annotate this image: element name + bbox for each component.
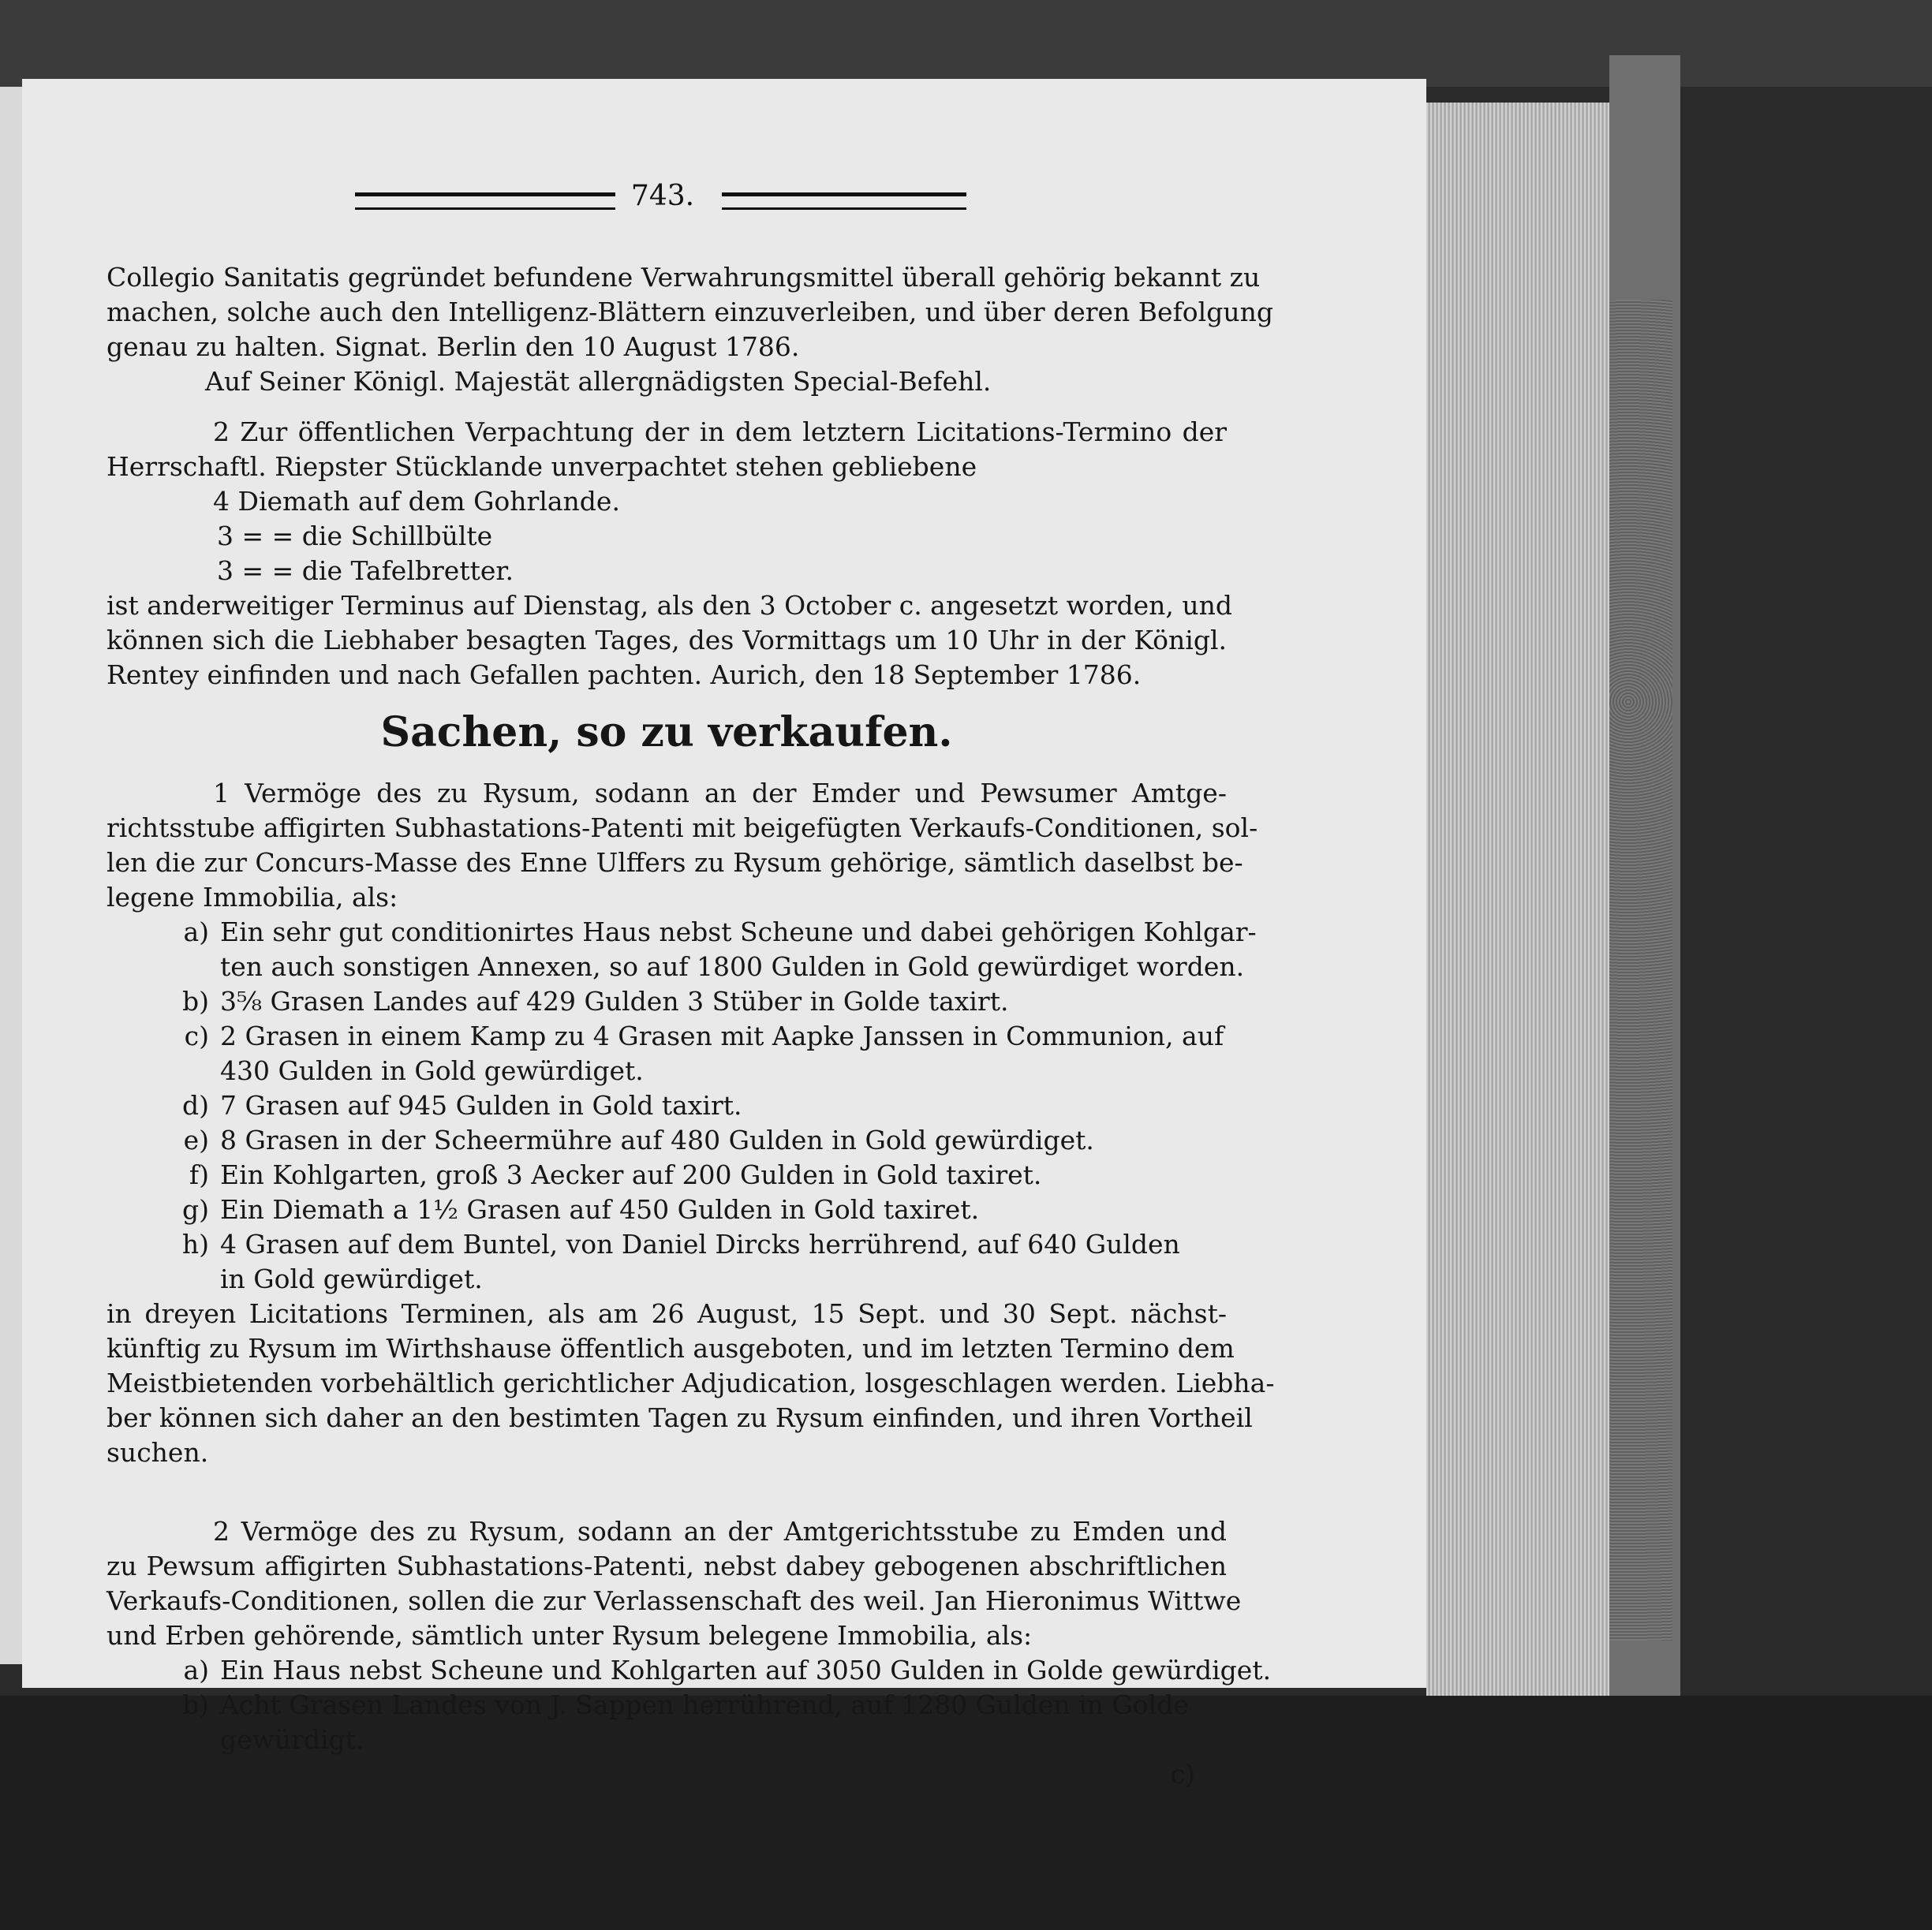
list-item xyxy=(107,1019,1227,1054)
list-item xyxy=(107,950,1245,984)
page-block-edges xyxy=(1426,103,1609,1696)
sale-notice-1 xyxy=(107,776,1275,1470)
page-body-text xyxy=(107,260,1275,1792)
catchword: c) xyxy=(1170,1759,1195,1790)
list-item-label: c) xyxy=(184,1021,209,1051)
section-1 xyxy=(107,260,1273,399)
list-item-label: h) xyxy=(181,1229,209,1260)
page-number: 743. xyxy=(630,180,695,212)
parcel-line: 3 = = die Tafelbretter. xyxy=(217,555,514,586)
list-item xyxy=(107,1227,1227,1262)
list-item xyxy=(107,1723,1227,1757)
text-line: genau zu halten. Signat. Berlin den 10 August 1786. xyxy=(107,331,800,362)
property-list xyxy=(107,915,1257,1297)
text-line: richtsstube affigirten Subhastations-Patenti mit beigefügten Verkaufs-Conditionen, sol- xyxy=(107,812,1258,843)
list-item xyxy=(107,1653,1272,1688)
text-line: 2 Vermöge des zu Rysum, sodann an der Amtgerichtsstube zu Emden und xyxy=(213,1516,1227,1547)
page-header xyxy=(355,180,970,219)
left-page-edge xyxy=(0,87,24,1664)
paragraph-gap xyxy=(107,1470,1227,1514)
text-line: suchen. xyxy=(107,1437,209,1468)
list-item xyxy=(107,1262,1227,1297)
list-item xyxy=(107,1123,1227,1158)
text-line: machen, solche auch den Intelligenz-Blättern einzuverleiben, und über deren Befolgung xyxy=(107,297,1273,327)
text-line: legene Immobilia, als: xyxy=(107,882,398,913)
list-item-label: f) xyxy=(189,1159,209,1190)
list-item-text: 8 Grasen in der Scheermühre auf 480 Gulden in Gold gewürdiget. xyxy=(220,1125,1094,1155)
list-item-text: Ein Diemath a 1½ Grasen auf 450 Gulden in Gold taxiret. xyxy=(220,1194,980,1225)
list-item-text: 430 Gulden in Gold gewürdiget. xyxy=(220,1055,644,1086)
text-line: 2 Zur öffentlichen Verpachtung der in dem letztern Licitations-Termino der xyxy=(213,416,1227,447)
text-line: zu Pewsum affigirten Subhastations-Patenti, nebst dabey gebogenen abschriftlichen xyxy=(107,1551,1227,1581)
list-item-label: e) xyxy=(183,1125,209,1155)
text-line: Meistbietenden vorbehältlich gerichtlicher Adjudication, losgeschlagen werden. Liebha- xyxy=(107,1368,1275,1398)
list-item-label xyxy=(107,950,220,984)
text-line: ist anderweitiger Terminus auf Dienstag, als den 3 October c. angesetzt worden, und xyxy=(107,590,1233,621)
list-item xyxy=(107,1193,1227,1227)
section-heading: Sachen, so zu verkaufen. xyxy=(380,708,953,756)
list-item-text: gewürdigt. xyxy=(220,1724,364,1755)
cover-texture xyxy=(1609,300,1672,1641)
list-item xyxy=(107,915,1257,950)
list-item-label: b) xyxy=(182,986,209,1017)
text-line: und Erben gehörende, sämtlich unter Rysum belegene Immobilia, als: xyxy=(107,1620,1033,1651)
list-item xyxy=(107,984,1227,1019)
header-rule-right xyxy=(722,192,966,210)
text-line: in dreyen Licitations Terminen, als am 26 August, 15 Sept. und 30 Sept. nächst- xyxy=(107,1298,1227,1329)
text-line: len die zur Concurs-Masse des Enne Ulffers zu Rysum gehörige, sämtlich daselbst be- xyxy=(107,847,1243,878)
lease-notice xyxy=(107,415,1233,692)
list-item-text: 2 Grasen in einem Kamp zu 4 Grasen mit Aapke Janssen in Communion, auf xyxy=(220,1021,1224,1051)
list-item-label: a) xyxy=(183,1655,209,1685)
sale-notice-2 xyxy=(107,1514,1272,1792)
list-item xyxy=(107,1054,1227,1088)
paragraph-gap xyxy=(107,399,1227,415)
text-line: können sich die Liebhaber besagten Tages, des Vormittags um 10 Uhr in der Königl. xyxy=(107,625,1227,655)
list-item-label: d) xyxy=(182,1090,209,1121)
list-item-label: g) xyxy=(182,1194,209,1225)
signature-line: Auf Seiner Königl. Majestät allergnädigsten Special-Befehl. xyxy=(205,366,992,397)
list-item-text: Ein Kohlgarten, groß 3 Aecker auf 200 Gulden in Gold taxiret. xyxy=(220,1159,1042,1190)
list-item-text: 7 Grasen auf 945 Gulden in Gold taxirt. xyxy=(220,1090,742,1121)
text-line: Herrschaftl. Riepster Stücklande unverpachtet stehen gebliebene xyxy=(107,451,977,482)
list-item-label: b) xyxy=(182,1689,209,1720)
text-line: Verkaufs-Conditionen, sollen die zur Verlassenschaft des weil. Jan Hieronimus Wittwe xyxy=(107,1585,1242,1616)
list-item-text: 4 Grasen auf dem Buntel, von Daniel Dircks herrührend, auf 640 Gulden xyxy=(220,1229,1180,1260)
text-line: künftig zu Rysum im Wirthshause öffentlich ausgeboten, und im letzten Termino dem xyxy=(107,1333,1235,1364)
text-line: ber können sich daher an den bestimten Tagen zu Rysum einfinden, und ihren Vortheil xyxy=(107,1402,1253,1433)
property-list xyxy=(107,1653,1272,1757)
list-item-text: Ein sehr gut conditionirtes Haus nebst Scheune und dabei gehörigen Kohlgar- xyxy=(220,916,1257,947)
text-line: Collegio Sanitatis gegründet befundene Verwahrungsmittel überall gehörig bekannt zu xyxy=(107,262,1261,293)
list-item-text: in Gold gewürdiget. xyxy=(220,1264,483,1294)
list-item-text: ten auch sonstigen Annexen, so auf 1800 Gulden in Gold gewürdiget worden. xyxy=(220,951,1245,982)
parcel-line: 4 Diemath auf dem Gohrlande. xyxy=(213,486,620,517)
parcel-line: 3 = = die Schillbülte xyxy=(217,521,493,551)
list-item-text: 3⅝ Grasen Landes auf 429 Gulden 3 Stüber in Golde taxirt. xyxy=(220,986,1009,1017)
text-line: 1 Vermöge des zu Rysum, sodann an der Emder und Pewsumer Amtge- xyxy=(213,778,1227,808)
list-item xyxy=(107,1088,1227,1123)
text-line: Rentey einfinden und nach Gefallen pachten. Aurich, den 18 September 1786. xyxy=(107,659,1142,690)
list-item-label: a) xyxy=(183,916,209,947)
list-item-text: Acht Grasen Landes von J. Sappen herrührend, auf 1280 Gulden in Golde xyxy=(220,1689,1189,1720)
list-item-label xyxy=(107,1262,220,1297)
list-item-label xyxy=(107,1723,220,1757)
list-item-text: Ein Haus nebst Scheune und Kohlgarten auf 3050 Gulden in Golde gewürdiget. xyxy=(220,1655,1272,1685)
list-item xyxy=(107,1158,1227,1193)
list-item xyxy=(107,1688,1227,1723)
list-item-label xyxy=(107,1054,220,1088)
